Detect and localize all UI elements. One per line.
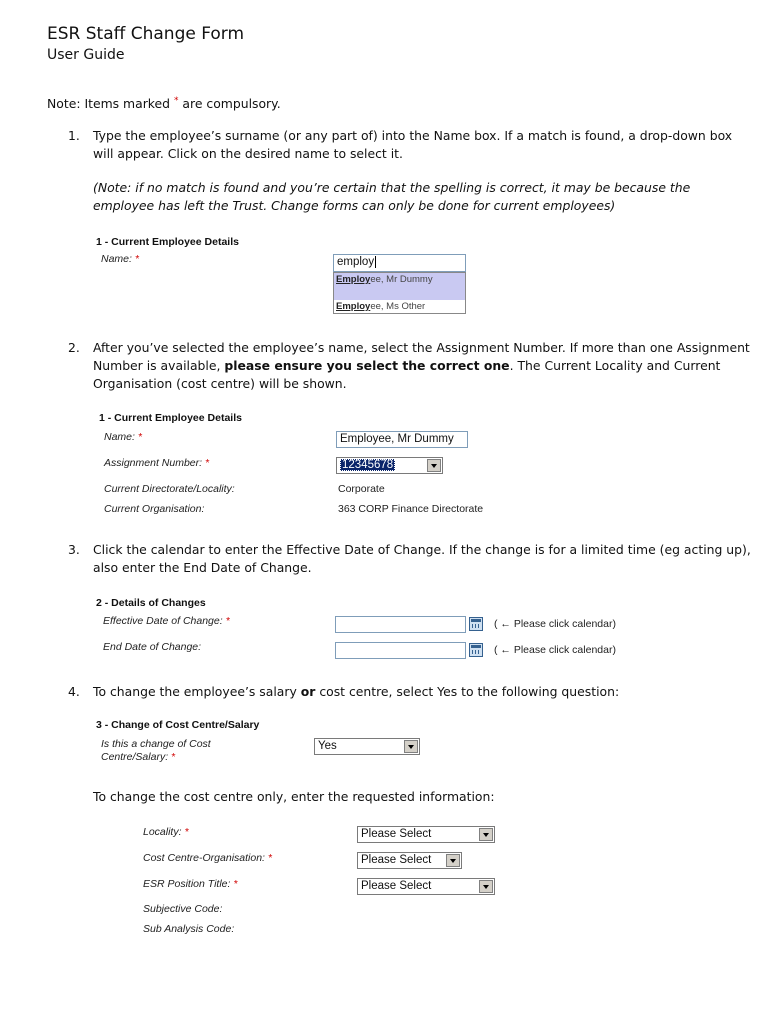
suggestion-item[interactable]: Employee, Mr Dummy <box>334 273 465 300</box>
assignment-number-select[interactable]: 12345678 <box>336 457 443 474</box>
step-1-number: 1. <box>68 128 80 143</box>
step-1-text: Type the employee’s surname (or any part of) into the Name box. If a match is found, a drop-down box will appear. Click on the desired name to select it. <box>93 128 733 161</box>
chevron-down-icon[interactable] <box>427 459 441 472</box>
panel-1-heading: 1 - Current Employee Details <box>96 236 239 248</box>
sub-analysis-code-label: Sub Analysis Code: <box>143 923 235 935</box>
step-4-text: To change the employee’s salary or cost centre, select Yes to the following question: <box>93 684 620 699</box>
current-organisation-value: 363 CORP Finance Directorate <box>338 503 484 515</box>
autocomplete-dropdown <box>333 272 466 314</box>
compulsory-note: Note: Items marked * are compulsory. <box>47 96 281 112</box>
step-2-text: After you’ve selected the employee’s name, select the Assignment Number. If more than one Assignment Number is available, please ensure you select the correct one. The Current Locality and Current Organisation (cost centre) will be shown. <box>93 340 750 391</box>
cost-centre-intro: To change the cost centre only, enter the requested information: <box>93 789 495 804</box>
cost-centre-organisation-label: Cost Centre-Organisation: * <box>143 852 272 864</box>
name-input[interactable]: Employee, Mr Dummy <box>336 431 468 448</box>
step-2-number: 2. <box>68 340 80 355</box>
end-date-input[interactable] <box>335 642 466 659</box>
step-3-number: 3. <box>68 542 80 557</box>
name-label: Name: * <box>101 253 139 265</box>
suggestion-item[interactable]: Employee, Ms Other <box>336 301 426 312</box>
panel-4-heading: 3 - Change of Cost Centre/Salary <box>96 719 260 731</box>
chevron-down-icon[interactable] <box>404 740 418 753</box>
current-locality-label: Current Directorate/Locality: <box>104 483 235 495</box>
calendar-icon[interactable] <box>469 617 483 631</box>
panel-2-heading: 1 - Current Employee Details <box>99 412 242 424</box>
effective-date-label: Effective Date of Change: * <box>103 615 230 627</box>
calendar-hint: ( ← Please click calendar) <box>494 644 616 656</box>
chevron-down-icon[interactable] <box>479 880 493 893</box>
name-input[interactable]: employ <box>333 254 466 272</box>
effective-date-input[interactable] <box>335 616 466 633</box>
end-date-label: End Date of Change: <box>103 641 202 653</box>
cost-centre-organisation-select[interactable]: Please Select <box>357 852 462 869</box>
panel-3-heading: 2 - Details of Changes <box>96 597 206 609</box>
chevron-down-icon[interactable] <box>479 828 493 841</box>
calendar-icon[interactable] <box>469 643 483 657</box>
step-3-text: Click the calendar to enter the Effective Date of Change. If the change is for a limited time (eg acting up), also enter the End Date of Change. <box>93 542 751 575</box>
cost-centre-question-label: Is this a change of Cost Centre/Salary: * <box>101 738 211 763</box>
esr-position-title-label: ESR Position Title: * <box>143 878 238 890</box>
locality-select[interactable]: Please Select <box>357 826 495 843</box>
name-label: Name: * <box>104 431 142 443</box>
cost-centre-question-select[interactable]: Yes <box>314 738 420 755</box>
page-subtitle: User Guide <box>47 47 125 63</box>
locality-label: Locality: * <box>143 826 189 838</box>
calendar-hint: ( ← Please click calendar) <box>494 618 616 630</box>
assignment-number-label: Assignment Number: * <box>104 457 210 469</box>
step-4-number: 4. <box>68 684 80 699</box>
chevron-down-icon[interactable] <box>446 854 460 867</box>
subjective-code-label: Subjective Code: <box>143 903 223 915</box>
current-locality-value: Corporate <box>338 483 385 495</box>
current-organisation-label: Current Organisation: <box>104 503 205 515</box>
step-1-note: (Note: if no match is found and you’re certain that the spelling is correct, it may be because the employee has left the Trust. Change forms can only be done for current employees) <box>93 180 691 213</box>
esr-position-title-select[interactable]: Please Select <box>357 878 495 895</box>
required-asterisk: * <box>173 96 179 106</box>
page-title: ESR Staff Change Form <box>47 24 245 44</box>
